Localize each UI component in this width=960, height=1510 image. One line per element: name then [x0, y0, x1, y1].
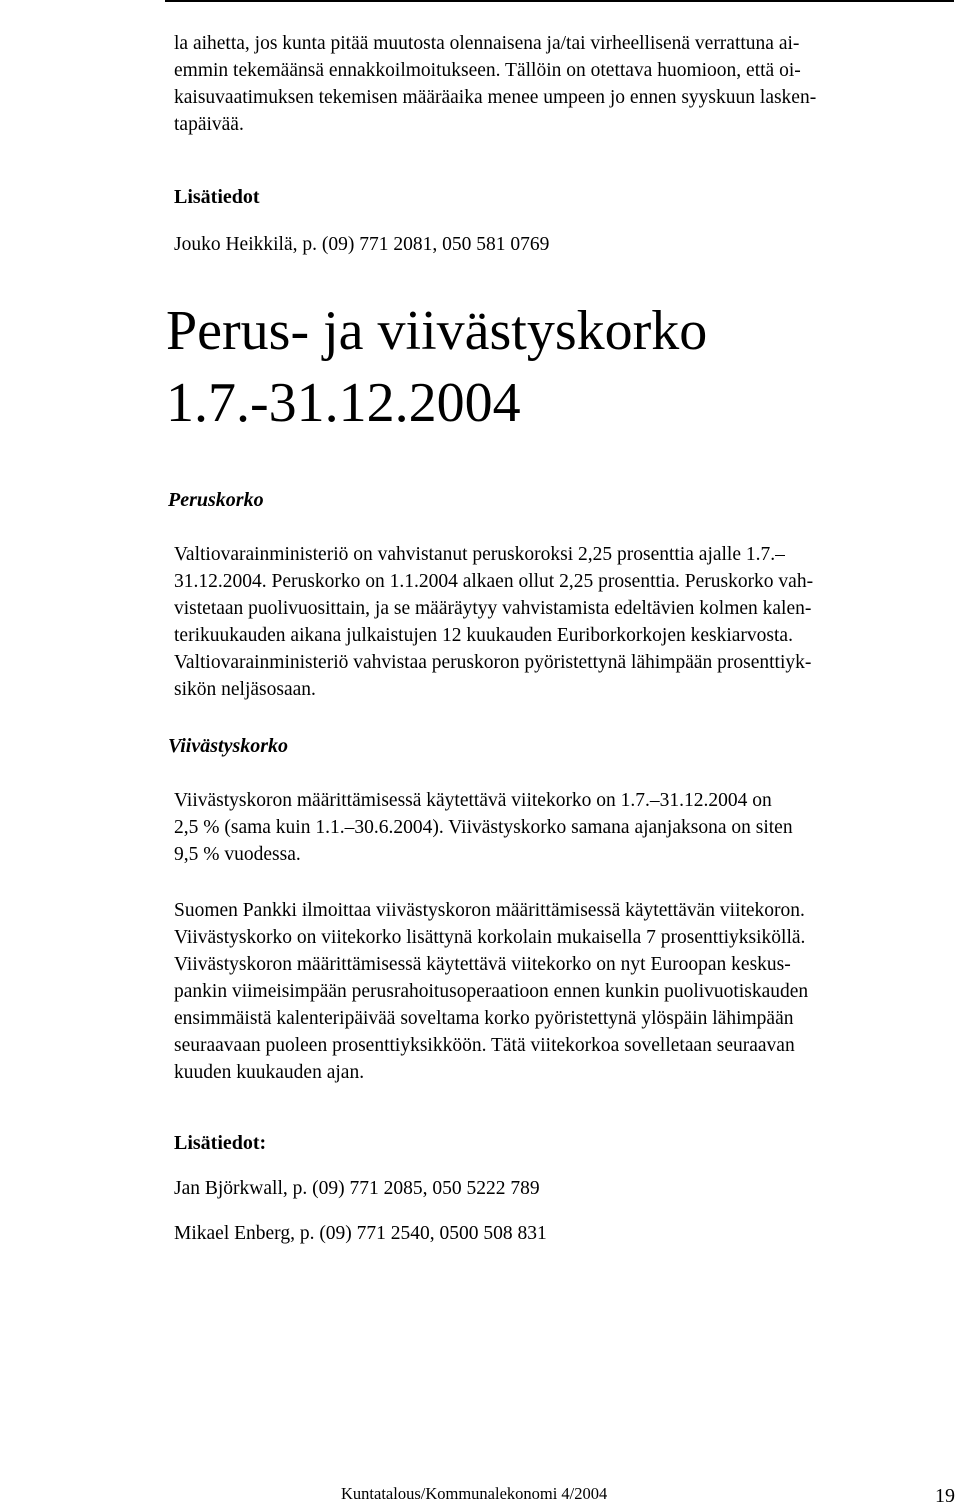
contact-mikael-enberg: Mikael Enberg, p. (09) 771 2540, 0500 508 831	[174, 1223, 547, 1244]
contact-jouko-heikkila: Jouko Heikkilä, p. (09) 771 2081, 050 581 0769	[174, 234, 550, 255]
info-heading-2: Lisätiedot:	[174, 1132, 267, 1154]
page-title-line1: Perus- ja viivästyskorko	[166, 300, 708, 362]
info-heading-1: Lisätiedot	[174, 186, 260, 208]
viivastyskorko-heading: Viivästyskorko	[168, 735, 289, 757]
page-title-line2: 1.7.-31.12.2004	[166, 372, 521, 434]
info-section-1	[174, 166, 944, 276]
info-section-2	[174, 1112, 944, 1265]
intro-paragraph: la aihetta, jos kunta pitää muutosta olennaisena ja/tai virheellisenä verrattuna ai- emmin tekemäänsä ennakkoilmoitukseen. Tällöin on otettava huomioon, että oi- kaisuvaatimuksen tekemisen määräaika menee umpeen jo ennen syyskuun lasken- tapäivää.	[174, 33, 817, 135]
peruskorko-paragraph: Valtiovarainministeriö on vahvistanut peruskoroksi 2,25 prosenttia ajalle 1.7.– 31.12.2004. Peruskorko on 1.1.2004 alkaen ollut 2,25 prosenttia. Peruskorko vah- vistetaan puolivuosittain, ja se määräytyy vahvistamista edeltävien kolmen kalen- terikuukauden aikana julkaistujen 12 kuukauden Euriborkorkojen keskiarvosta. Valtiovarainministeriö vahvistaa peruskoron pyöristettynä lähimpään prosenttiyk- sikön neljäsosaan.	[174, 544, 814, 700]
page-title	[166, 300, 707, 434]
top-rule	[165, 0, 954, 2]
viivastyskorko-paragraph-2: Suomen Pankki ilmoittaa viivästyskoron määrittämisessä käytettävän viitekoron. Viivästyskorko on viitekorko lisättynä korkolain mukaisella 7 prosenttiyksiköllä. Viivästyskoron määrittämisessä käytettävä viitekorko on nyt Euroopan keskus- pankin viimeisimpään perusrahoitusoperaatioon ennen kunkin puolivuotiskauden ensimmäistä kalenteripäivää soveltama korko pyöristettynä ylöspäin lähimpään seuraavaan puoleen prosenttiyksikköön. Tätä viitekorkoa sovelletaan seuraavan kuuden kuukauden ajan.	[174, 900, 809, 1083]
contact-jan-bjorkwall: Jan Björkwall, p. (09) 771 2085, 050 5222 789	[174, 1178, 540, 1199]
peruskorko-heading: Peruskorko	[168, 489, 264, 511]
viivastyskorko-paragraph-1: Viivästyskoron määrittämisessä käytettävä viitekorko on 1.7.–31.12.2004 on 2,5 % (sama kuin 1.1.–30.6.2004). Viivästyskorko samana ajanjaksona on siten 9,5 % vuodessa.	[174, 790, 793, 865]
footer-publication: Kuntatalous/Kommunalekonomi 4/2004	[341, 1484, 608, 1503]
page-number: 19	[935, 1485, 955, 1507]
